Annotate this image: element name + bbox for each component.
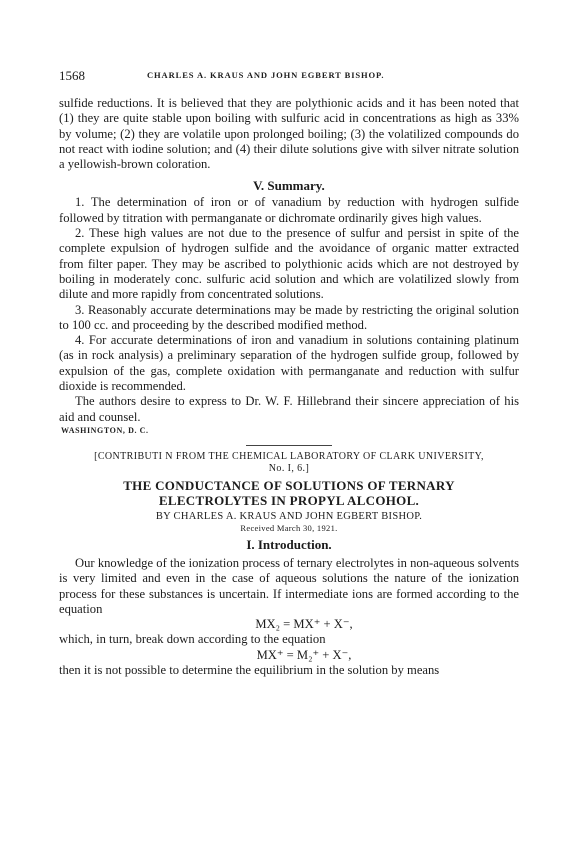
introduction-heading: I. Introduction.: [246, 536, 332, 552]
equation: MX₂ = MX⁺ + X⁻,: [255, 617, 353, 632]
summary-item: 1. The determination of iron or of vanadium by reduction with hydrogen sulfide followed by titration with permanganate or dichromate ordinarily gives high values.: [59, 195, 519, 225]
page-body: [59, 96, 519, 678]
introduction-paragraph: which, in turn, break down according to the equation: [59, 632, 326, 647]
section-divider: [246, 445, 332, 446]
introduction-paragraph: then it is not possible to determine the equilibrium in the solution by means: [59, 663, 440, 678]
article-title-line: ELECTROLYTES IN PROPYL ALCOHOL.: [158, 492, 420, 508]
contribution-line: [CONTRIBUTI N FROM THE CHEMICAL LABORATORY OF CLARK UNIVERSITY,: [94, 450, 484, 462]
page-number: 1568: [59, 68, 85, 83]
article-authors: BY CHARLES A. KRAUS AND JOHN EGBERT BISHOP.: [155, 510, 423, 522]
continued-paragraph: sulfide reductions. It is believed that they are polythionic acids and it has been noted that (1) they are quite stable upon boiling with sulfuric acid in concentrations as high as 33% by volume; (2) they are volatile upon prolonged boiling; (3) the volatilized compounds do not react with iodine solution; and (4) their dilute solutions give with silver nitrate solution a yellowish-brown coloration.: [59, 96, 519, 172]
acknowledgment: The authors desire to express to Dr. W. F. Hillebrand their sincere appreciation of his aid and counsel.: [59, 394, 519, 424]
introduction-paragraph: Our knowledge of the ionization process of ternary electrolytes in non-aqueous solvents is very limited and even in the case of aqueous solutions the nature of the ionization process for these substances is uncertain. If intermediate ions are formed according to the equation: [59, 555, 519, 616]
summary-item: 3. Reasonably accurate determinations may be made by restricting the original solution to 100 cc. and proceeding by the described modified method.: [59, 302, 519, 332]
article-title-line: THE CONDUCTANCE OF SOLUTIONS OF TERNARY: [123, 477, 455, 493]
contribution-number: No. I, 6.]: [268, 462, 310, 474]
page-header: [59, 68, 519, 84]
running-title: CHARLES A. KRAUS AND JOHN EGBERT BISHOP.: [147, 70, 385, 80]
summary-item: 4. For accurate determinations of iron and vanadium in solutions containing platinum (as in rock analysis) a preliminary separation of the hydrogen sulfide group, followed by expulsion of the gas, complete oxidation with permanganate and reduction with sulfur dioxide is recommended.: [59, 333, 519, 394]
place-line: WASHINGTON, D. C.: [61, 425, 149, 435]
summary-heading: V. Summary.: [253, 178, 325, 194]
received-date: Received March 30, 1921.: [240, 522, 338, 533]
equation: MX⁺ = M₂⁺ + X⁻,: [256, 647, 352, 662]
summary-item: 2. These high values are not due to the presence of sulfur and persist in spite of the complete expulsion of hydrogen sulfide and the avoidance of organic matter extracted from filter paper. They may be ascribed to polythionic acids which are not destroyed by boiling in moderately conc. sulfuric acid solution and which are volatilized slowly from dilute and more rapidly from concentrated solutions.: [59, 226, 519, 302]
